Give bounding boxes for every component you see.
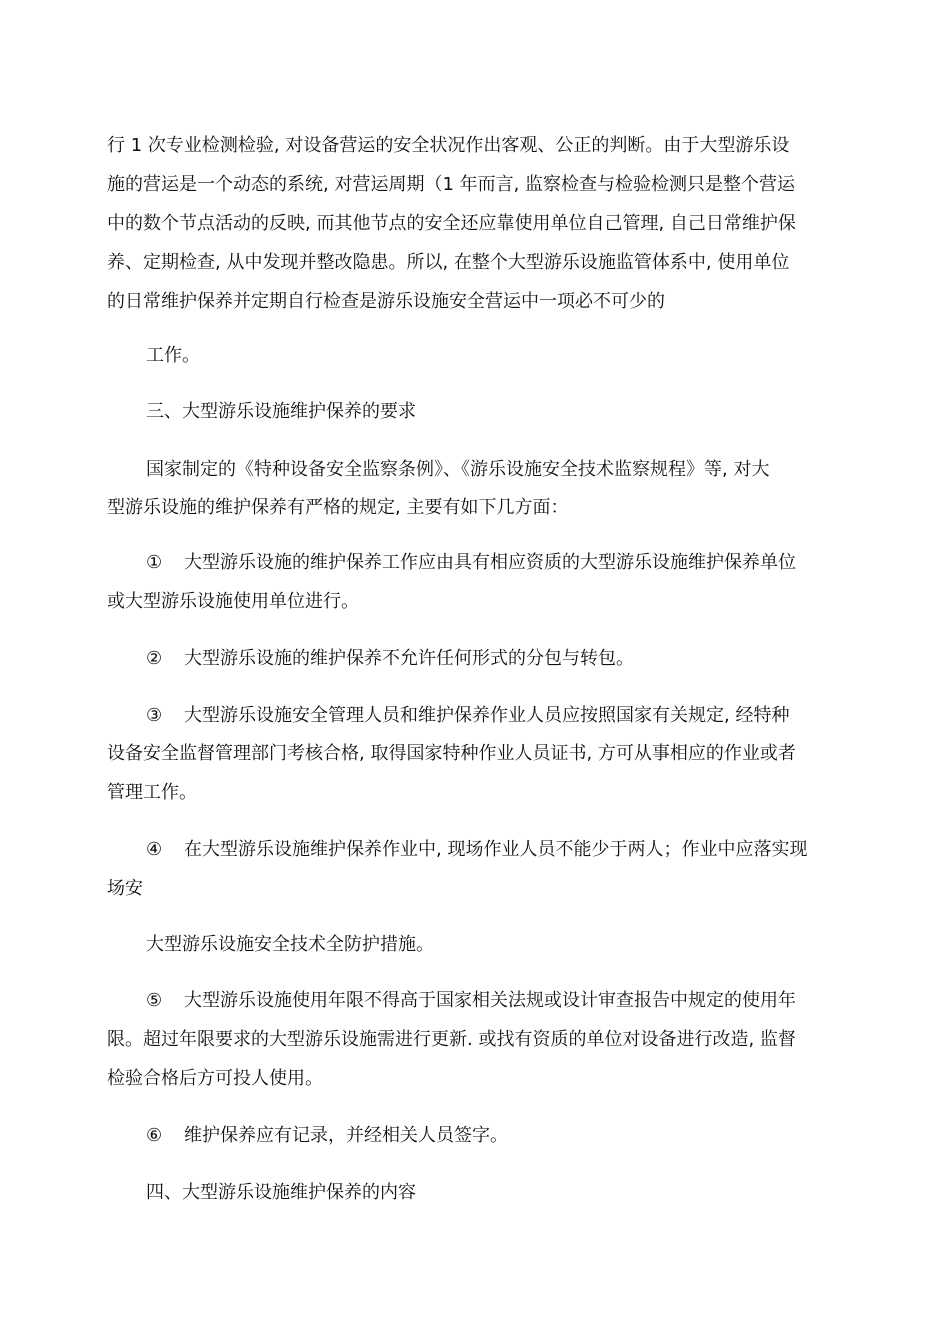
list-item-tail: 大型游乐设施安全技术全防护措施。: [146, 934, 434, 955]
paragraph-line: 中的数个节点活动的反映, 而其他节点的安全还应靠使用单位自己管理, 自己日常维护保: [107, 213, 796, 234]
paragraph-line: 的日常维护保养并定期自行检查是游乐设施安全营运中一项必不可少的: [107, 291, 665, 312]
list-marker: ③: [146, 705, 163, 726]
list-item-text: 大型游乐设施的维护保养不允许任何形式的分包与转包。: [184, 648, 634, 669]
section-heading: 三、大型游乐设施维护保养的要求: [146, 401, 416, 422]
intro-line: 国家制定的《特种设备安全监察条例》、《游乐设施安全技术监察规程》等, 对大: [146, 459, 770, 480]
list-item-first-line: [146, 705, 789, 727]
list-item-text: 大型游乐设施使用年限不得高于国家相关法规或设计审查报告中规定的使用年: [184, 990, 796, 1011]
intro-line: 型游乐设施的维护保养有严格的规定, 主要有如下几方面：: [107, 497, 569, 518]
list-marker: ①: [146, 552, 163, 573]
list-item-line: 设备安全监督管理部门考核合格, 取得国家特种作业人员证书, 方可从事相应的作业或者: [107, 743, 796, 764]
list-item-line: 限。超过年限要求的大型游乐设施需进行更新. 或找有资质的单位对设备进行改造, 监督: [107, 1029, 796, 1050]
list-item-line: 或大型游乐设施使用单位进行。: [107, 591, 359, 612]
list-item-text: 维护保养应有记录，并经相关人员签字。: [184, 1125, 508, 1146]
list-marker: ④: [146, 839, 163, 860]
list-item-first-line: [146, 839, 807, 861]
paragraph-line: 养、定期检查, 从中发现并整改隐患。所以, 在整个大型游乐设施监管体系中, 使用单位: [107, 252, 790, 273]
section-heading: 四、大型游乐设施维护保养的内容: [146, 1182, 416, 1203]
list-item-first-line: [146, 1125, 508, 1147]
paragraph-line: 行 1 次专业检测检验, 对设备营运的安全状况作出客观、公正的判断。由于大型游乐设: [107, 135, 790, 156]
list-item-first-line: [146, 648, 634, 670]
list-item-text: 大型游乐设施的维护保养工作应由具有相应资质的大型游乐设施维护保养单位: [184, 552, 796, 573]
list-item-first-line: [146, 990, 796, 1012]
list-item-text: 大型游乐设施安全管理人员和维护保养作业人员应按照国家有关规定, 经特种: [184, 705, 790, 726]
list-item-line: 检验合格后方可投人使用。: [107, 1068, 323, 1089]
list-marker: ②: [146, 648, 163, 669]
list-item-first-line: [146, 552, 796, 574]
list-marker: ⑤: [146, 990, 163, 1011]
list-item-line: 管理工作。: [107, 782, 197, 803]
list-item-line: 场安: [107, 878, 143, 899]
paragraph-tail: 工作。: [146, 345, 200, 366]
list-marker: ⑥: [146, 1125, 163, 1146]
list-item-text: 在大型游乐设施维护保养作业中, 现场作业人员不能少于两人；作业中应落实现: [184, 839, 808, 860]
paragraph-line: 施的营运是一个动态的系统, 对营运周期（1 年而言, 监察检查与检验检测只是整个营运: [107, 174, 796, 195]
